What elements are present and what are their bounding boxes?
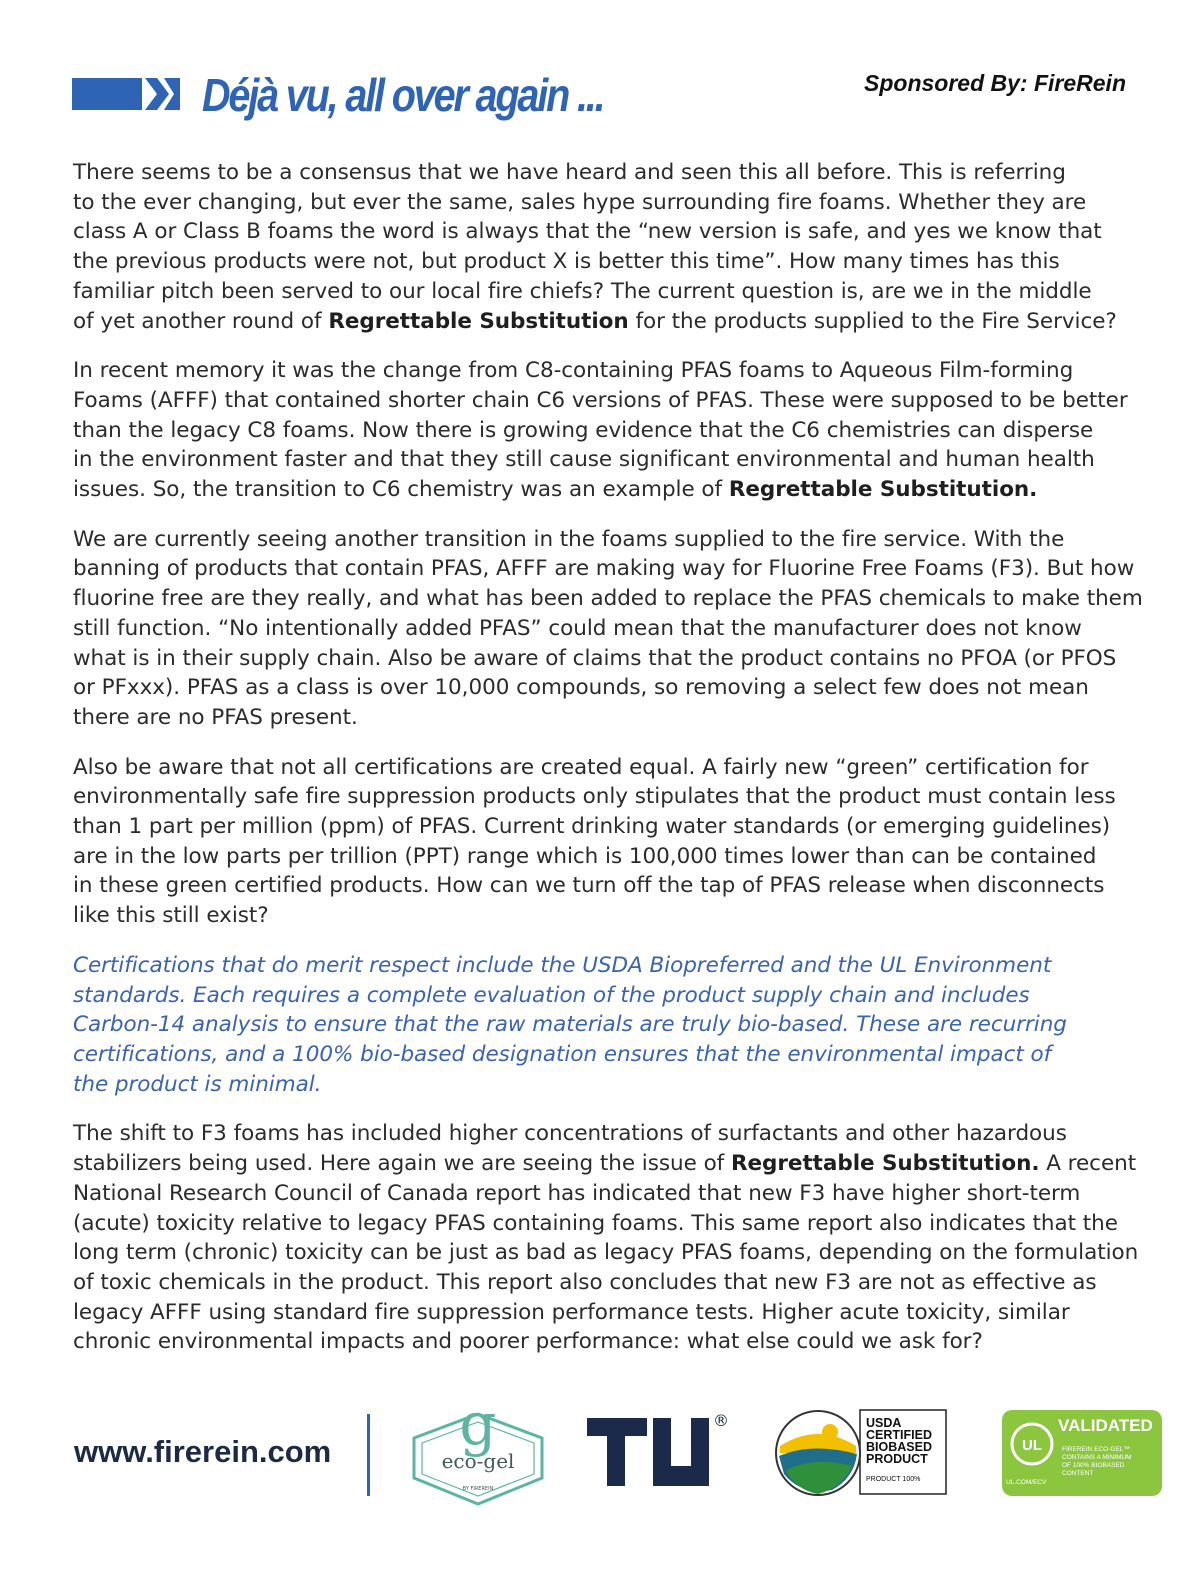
svg-text:g: g <box>459 1390 497 1458</box>
ul-validated-badge: UL VALIDATED FIREREIN ECO-GEL™ CONTAINS A MINIMUM OF 100% BIOBASED CONTENT UL.COM/ECV <box>1002 1410 1162 1496</box>
arrow-banner-icon <box>72 76 182 112</box>
ul-logo <box>587 1408 727 1498</box>
footer-divider <box>367 1414 370 1496</box>
svg-text:®: ® <box>713 1411 729 1430</box>
svg-text:UL: UL <box>1022 1437 1042 1454</box>
bold-phrase: Regrettable Substitution <box>328 308 629 334</box>
paragraph <box>73 356 1153 505</box>
eco-gel-logo <box>408 1392 548 1510</box>
highlight-paragraph <box>73 951 1153 1100</box>
paragraph-text: A recent National Research Council of Canada report has indicated that new F3 have higher short-term (acute) toxicity relative to legacy PFAS containing foams. This same report also indicates that the long term (chronic) toxicity can be just as bad as legacy PFAS foams, depending on the formulation of toxic chemicals in the product. This report also concludes that new F3 are not as effective as legacy AFFF using standard fire suppression performance tests. Higher acute toxicity, similar chronic environmental impacts and poorer performance: what else could we ask for? <box>73 1151 1139 1355</box>
paragraph-text: Certifications that do merit respect include the USDA Biopreferred and the UL Environment standards. Each requires a complete evaluation of the product supply chain and includes Carbon-14 analysis to ensure that the raw materials are truly bio-based. These are recurring certifications, and a 100% bio-based designation ensures that the environmental impact of the product is minimal. <box>73 952 1067 1097</box>
paragraph <box>73 158 1153 336</box>
paragraph <box>73 753 1153 931</box>
article-body <box>73 158 1153 1377</box>
paragraph-text: The shift to F3 foams has included higher concentrations of surfactants and other hazardous stabilizers being used. Here again we are seeing the issue of <box>73 1121 1067 1177</box>
website-link[interactable]: www.firerein.com <box>74 1434 332 1469</box>
paragraph-text: We are currently seeing another transition in the foams supplied to the fire service. With the banning of products that contain PFAS, AFFF are making way for Fluorine Free Foams (F3). But how fluorine free are they really, and what has been added to replace the PFAS chemicals to make them still function. “No intentionally added PFAS” could mean that the manufacturer does not know what is in their supply chain. Also be aware of claims that the product contains no PFOA (or PFOS or PFxxx). PFAS as a class is over 10,000 compounds, so removing a select few does not mean there are no PFAS present. <box>73 526 1143 730</box>
usda-certified-biobased-logo: USDA CERTIFIED BIOBASED PRODUCT PRODUCT 100% <box>772 1408 950 1498</box>
paragraph-text: Also be aware that not all certifications are created equal. A fairly new “green” certification for environmentally safe fire suppression products only stipulates that the product must contain less than 1 part per million (ppm) of PFAS. Current drinking water standards (or emerging guidelines) are in the low parts per trillion (PPT) range which is 100,000 times lower than can be contained in these green certified products. How can we turn off the tap of PFAS release when disconnects like this still exist? <box>73 754 1116 929</box>
paragraph <box>73 1119 1153 1357</box>
sponsor-label: Sponsored By: FireRein <box>864 70 1126 96</box>
page-title: Déjà vu, all over again ... <box>202 69 604 121</box>
bold-phrase: Regrettable Substitution. <box>730 1151 1040 1177</box>
paragraph-text: There seems to be a consensus that we have heard and seen this all before. This is referring to the ever changing, but ever the same, sales hype surrounding fire foams. Whether they are class A or Class B foams the word is always that the “new version is safe, and yes we know that the previous products were not, but product X is better this time”. How many times has this familiar pitch been served to our local fire chiefs? The current question is, are we in the middle of yet another round of <box>73 160 1102 334</box>
bold-phrase: Regrettable Substitution. <box>728 477 1038 503</box>
paragraph-text: for the products supplied to the Fire Service? <box>628 308 1117 334</box>
paragraph <box>73 525 1153 733</box>
page-header <box>72 66 1152 136</box>
page-footer <box>72 1390 1167 1520</box>
svg-text:eco-gel: eco-gel <box>441 1449 515 1473</box>
paragraph-text: In recent memory it was the change from C8-containing PFAS foams to Aqueous Film-forming Foams (AFFF) that contained shorter chain C6 versions of PFAS. These were supposed to be better than the legacy C8 foams. Now there is growing evidence that the C6 chemistries can disperse in the environment faster and that they still cause significant environmental and human health issues. So, the transition to C6 chemistry was an example of <box>73 358 1128 503</box>
svg-text:BY FIREREIN: BY FIREREIN <box>462 1486 494 1492</box>
